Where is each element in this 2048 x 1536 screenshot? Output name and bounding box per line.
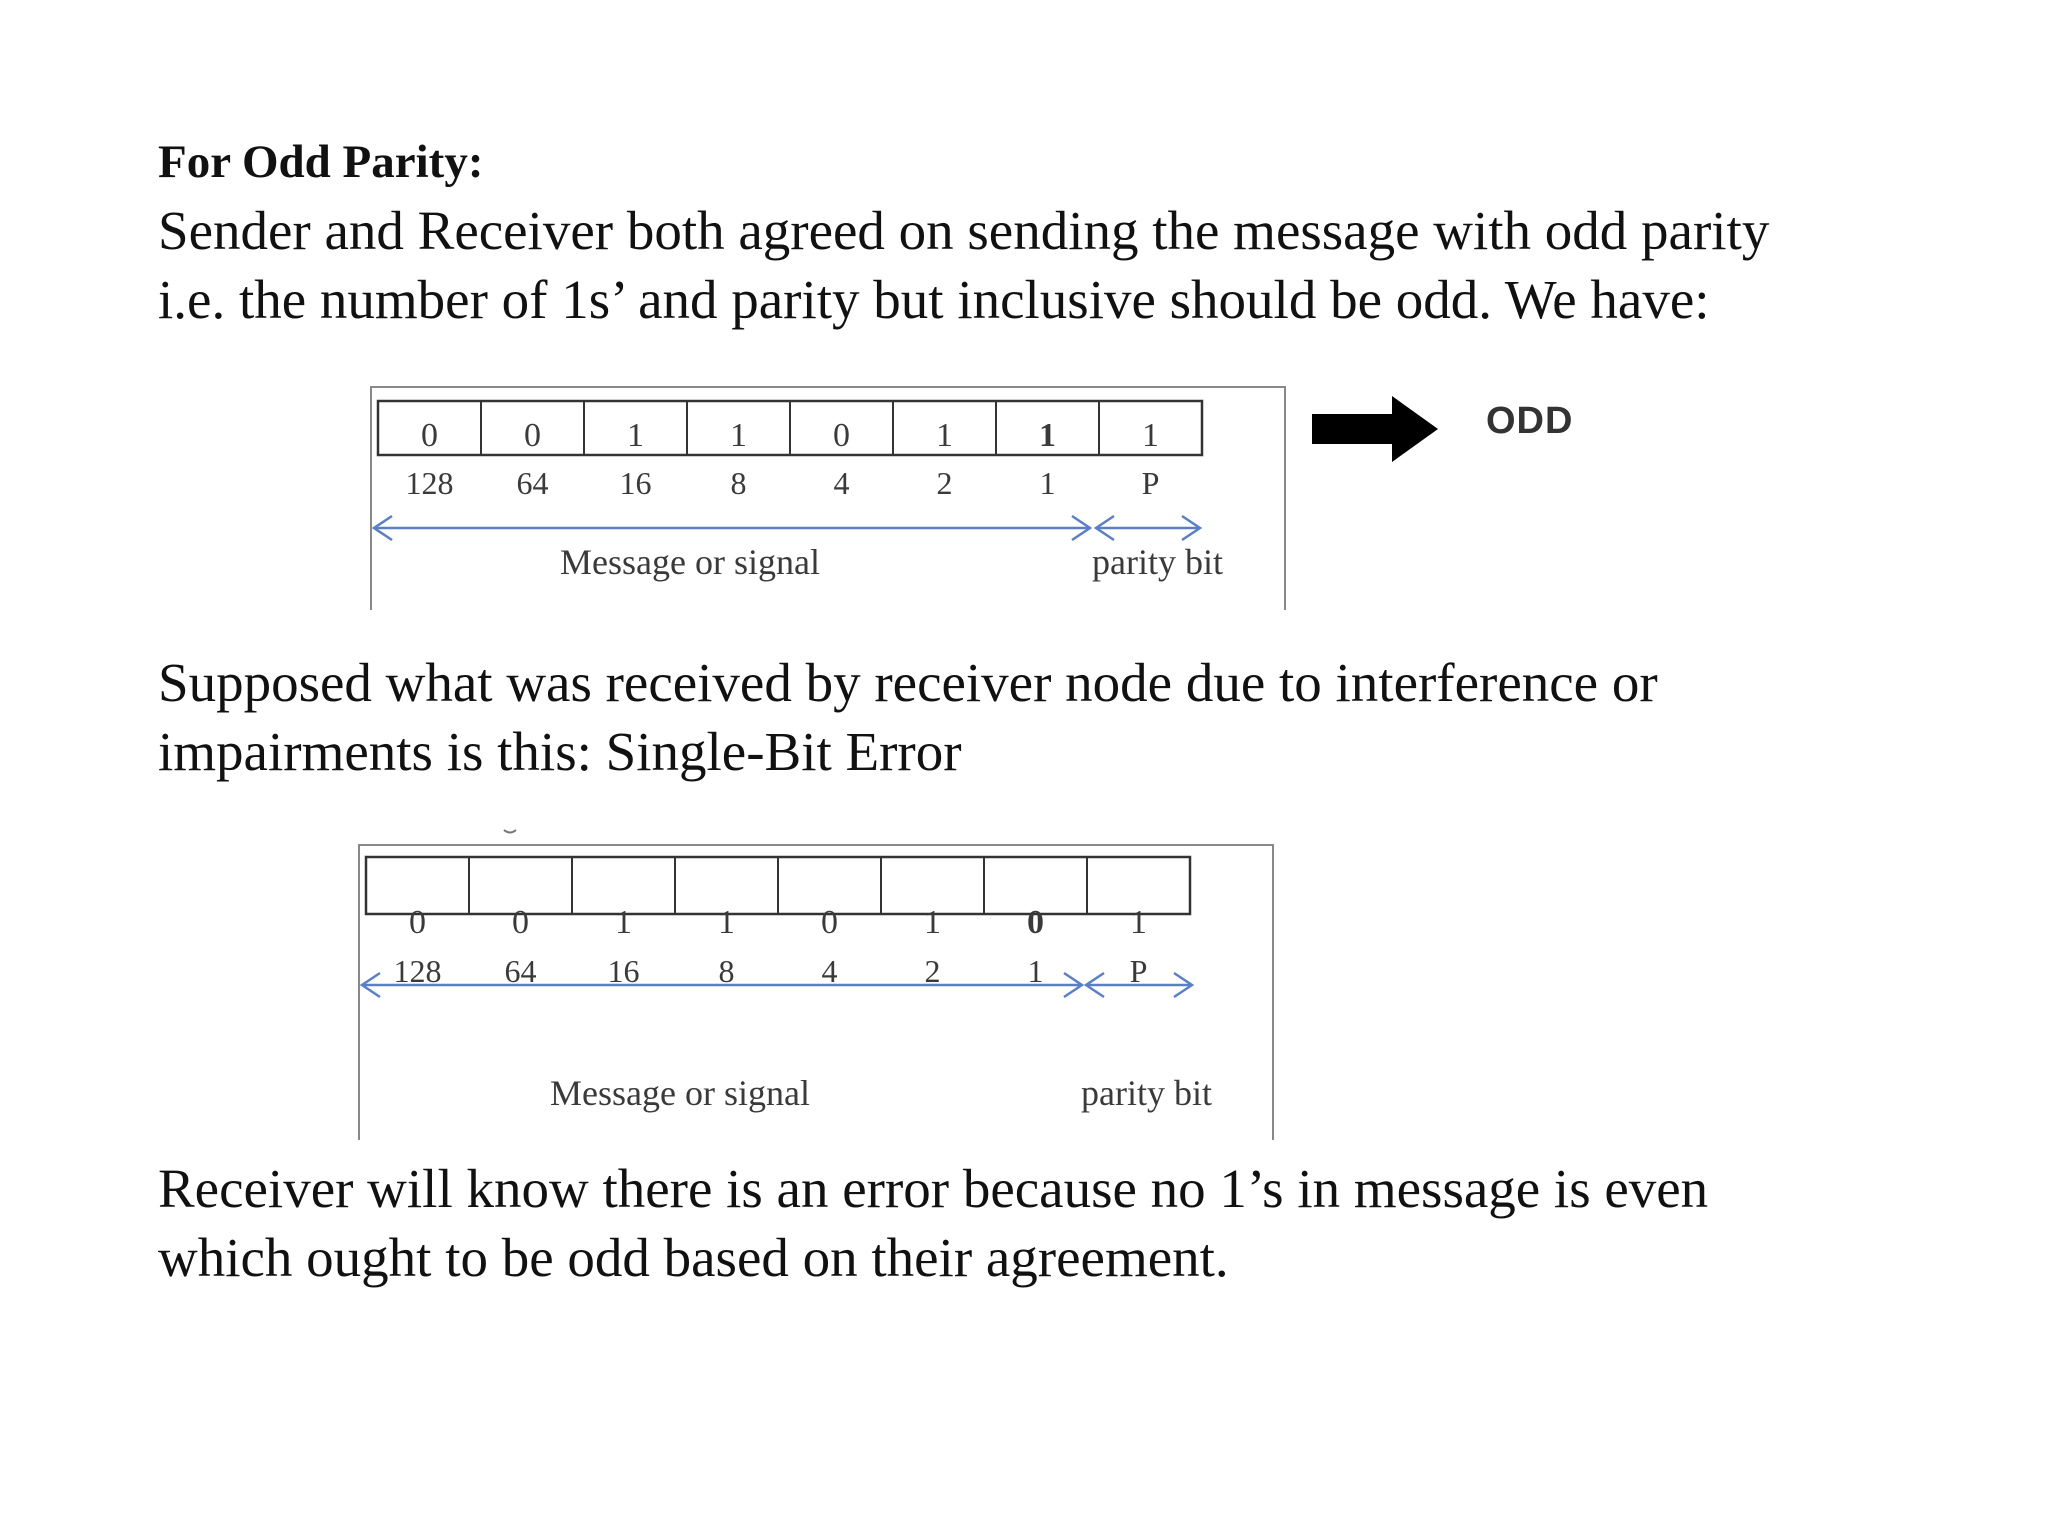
intro-paragraph xyxy=(158,196,1769,334)
received-weight-4: 4 xyxy=(821,953,838,989)
sent-bit-2: 1 xyxy=(627,417,644,454)
received-line-1: Supposed what was received by receiver node due to interference or xyxy=(158,652,1658,713)
received-bit-2: 1 xyxy=(615,904,632,941)
sent-bit-4: 0 xyxy=(833,417,850,454)
sent-weight-4: 4 xyxy=(833,465,850,501)
received-bit-parity: 1 xyxy=(1130,904,1147,941)
received-bit-error: 0 xyxy=(1027,904,1044,941)
received-bit-cells xyxy=(366,857,1190,914)
sent-weight-parity: P xyxy=(1141,465,1160,501)
received-bit-1: 0 xyxy=(512,904,529,941)
slide-heading: For Odd Parity: xyxy=(158,136,484,188)
sent-frame-figure xyxy=(368,384,1288,610)
conclusion-paragraph xyxy=(158,1154,1708,1292)
sent-bit-parity: 1 xyxy=(1142,417,1159,454)
received-paragraph xyxy=(158,648,1658,786)
received-weight-3: 8 xyxy=(718,953,735,989)
received-frame-figure xyxy=(356,825,1276,1140)
sent-bit-0: 0 xyxy=(421,417,438,454)
sent-frame-diagram xyxy=(368,384,1288,610)
received-weight-6: 1 xyxy=(1027,953,1044,989)
sent-weight-2: 16 xyxy=(619,465,652,501)
sent-message-span-arrow xyxy=(374,516,1090,540)
received-parity-label: parity bit xyxy=(1081,1073,1212,1113)
sent-bit-1: 0 xyxy=(524,417,541,454)
sent-weight-3: 8 xyxy=(730,465,747,501)
sent-parity-label: parity bit xyxy=(1092,542,1223,582)
conclusion-line-1: Receiver will know there is an error because no 1’s in message is even xyxy=(158,1158,1709,1219)
sent-message-label: Message or signal xyxy=(560,542,820,582)
received-bit-weights xyxy=(394,953,1148,989)
sent-weight-1: 64 xyxy=(516,465,549,501)
received-weight-parity: P xyxy=(1129,953,1148,989)
received-line-2: impairments is this: Single-Bit Error xyxy=(158,721,962,782)
received-weight-1: 64 xyxy=(504,953,537,989)
sent-bit-cells xyxy=(378,401,1202,455)
received-weight-0: 128 xyxy=(393,953,442,989)
sent-weight-0: 128 xyxy=(405,465,454,501)
odd-result-label: ODD xyxy=(1486,400,1574,442)
right-arrow-icon xyxy=(1310,394,1440,464)
sent-weight-6: 1 xyxy=(1039,465,1056,501)
received-weight-5: 2 xyxy=(924,953,941,989)
received-bit-3: 1 xyxy=(718,904,735,941)
received-bit-5: 1 xyxy=(924,904,941,941)
received-weight-2: 16 xyxy=(607,953,640,989)
received-frame-diagram xyxy=(356,825,1276,1140)
received-bit-4: 0 xyxy=(821,904,838,941)
sent-bit-3: 1 xyxy=(730,417,747,454)
received-bit-0: 0 xyxy=(409,904,426,941)
conclusion-line-2: which ought to be odd based on their agreement. xyxy=(158,1227,1229,1288)
sent-parity-span-arrow xyxy=(1096,516,1200,540)
sent-weight-5: 2 xyxy=(936,465,953,501)
sent-bit-6: 1 xyxy=(1039,417,1056,454)
sent-bit-weights xyxy=(406,465,1160,501)
received-message-label: Message or signal xyxy=(550,1073,810,1113)
intro-line-1: Sender and Receiver both agreed on sending the message with odd parity xyxy=(158,200,1770,261)
sent-bit-5: 1 xyxy=(936,417,953,454)
intro-line-2: i.e. the number of 1s’ and parity but inclusive should be odd. We have: xyxy=(158,269,1710,330)
